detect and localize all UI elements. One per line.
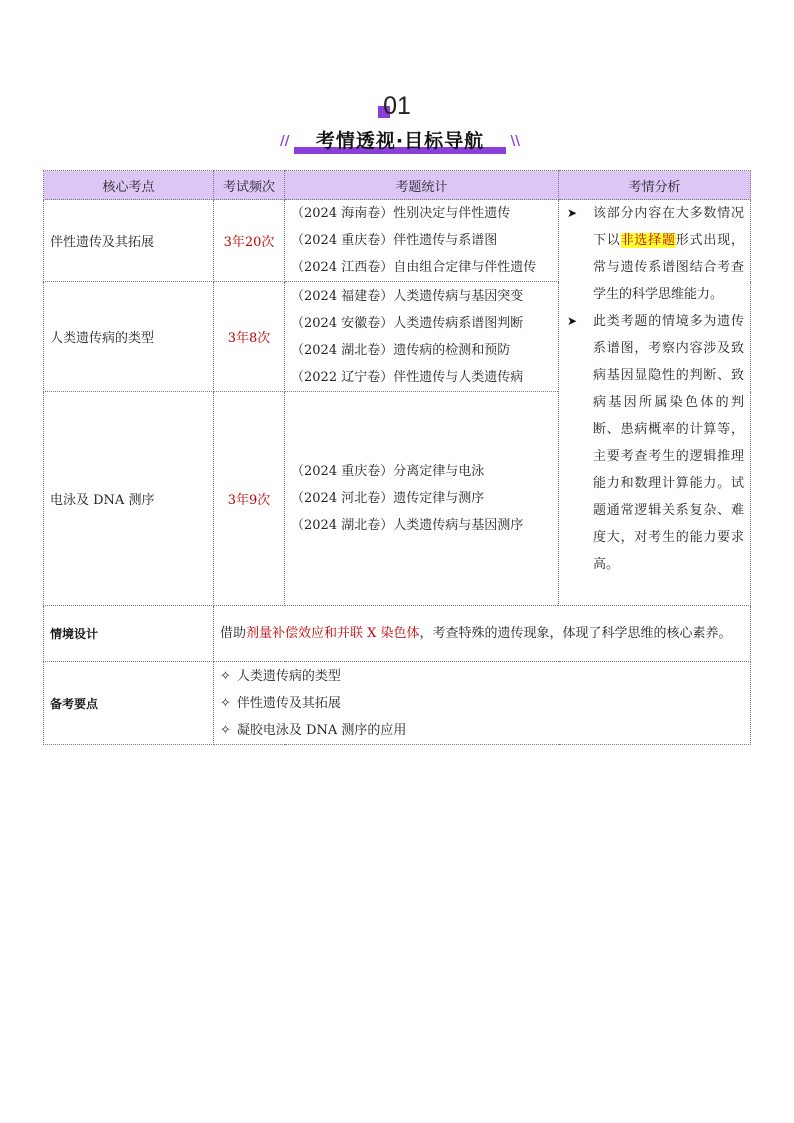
frequency-cell: 3年8次 [214,282,285,392]
context-label: 情境设计 [44,606,214,662]
analysis-item-1: ➤ 该部分内容在大多数情况下以非选择题形式出现，常与遗传系谱图结合考查学生的科学思维能力。 [563,200,744,308]
stat-item: （2024 湖北卷）遗传病的检测和预防 [291,342,511,358]
frequency-cell: 3年20次 [214,200,285,282]
list-item: ✧ 伴性遗传及其拓展 [220,695,341,711]
stat-item: （2024 河北卷）遗传定律与测序 [291,491,485,506]
stat-item: （2024 重庆卷）分离定律与电泳 [291,464,485,479]
section-heading [280,126,520,158]
topic-cell: 伴性遗传及其拓展 [44,200,214,282]
diamond-bullet-icon: ✧ [220,668,231,684]
section-number: 01 [0,92,794,121]
topic-cell: 电泳及 DNA 测序 [44,392,214,606]
prep-label: 备考要点 [44,662,214,745]
analysis-cell [559,200,751,606]
exam-analysis-table [43,170,751,745]
arrow-bullet-icon: ➤ [567,314,578,328]
context-cell: 借助剂量补偿效应和并联 X 染色体，考查特殊的遗传现象，体现了科学思维的核心素养。 [214,606,751,662]
stats-cell [285,282,559,392]
topic-cell: 人类遗传病的类型 [44,282,214,392]
col-header-topic: 核心考点 [44,171,214,200]
col-header-frequency: 考试频次 [214,171,285,200]
heading-slash-left: // [280,134,290,149]
stats-cell [285,200,559,282]
highlight-text: 非选择题 [620,233,676,248]
stat-item: （2024 江西卷）自由组合定律与伴性遗传 [291,260,537,275]
arrow-bullet-icon: ➤ [567,206,578,220]
list-item: ✧ 凝胶电泳及 DNA 测序的应用 [220,722,407,738]
context-row [44,606,751,662]
context-keyword: 剂量补偿效应和并联 X 染色体 [246,625,420,641]
stat-item: （2024 福建卷）人类遗传病与基因突变 [291,288,524,304]
col-header-analysis: 考情分析 [559,171,751,200]
analysis-item-2: ➤ 此类考题的情境多为遗传系谱图，考察内容涉及致病基因显隐性的判断、致病基因所属染色体的判断、患病概率的计算等，主要考查考生的逻辑推理能力和数理计算能力。试题通常逻辑关系复杂、难度大，对考生的能力要求高。 [563,308,744,578]
diamond-bullet-icon: ✧ [220,695,231,711]
frequency-cell: 3年9次 [214,392,285,606]
col-header-stats: 考题统计 [285,171,559,200]
table-row [44,200,751,282]
stat-item: （2024 海南卷）性别决定与伴性遗传 [291,206,511,221]
prep-row [44,662,751,745]
diamond-bullet-icon: ✧ [220,722,231,738]
stat-item: （2022 辽宁卷）伴性遗传与人类遗传病 [291,369,524,385]
stats-cell [285,392,559,606]
stat-item: （2024 湖北卷）人类遗传病与基因测序 [291,518,524,533]
list-item: ✧ 人类遗传病的类型 [220,668,341,684]
heading-title: 考情透视·目标导航 [315,130,485,152]
stat-item: （2024 安徽卷）人类遗传病系谱图判断 [291,315,524,331]
table-header-row [44,171,751,200]
stat-item: （2024 重庆卷）伴性遗传与系谱图 [291,233,498,248]
heading-slash-right: \\ [510,134,520,149]
prep-cell [214,662,751,745]
